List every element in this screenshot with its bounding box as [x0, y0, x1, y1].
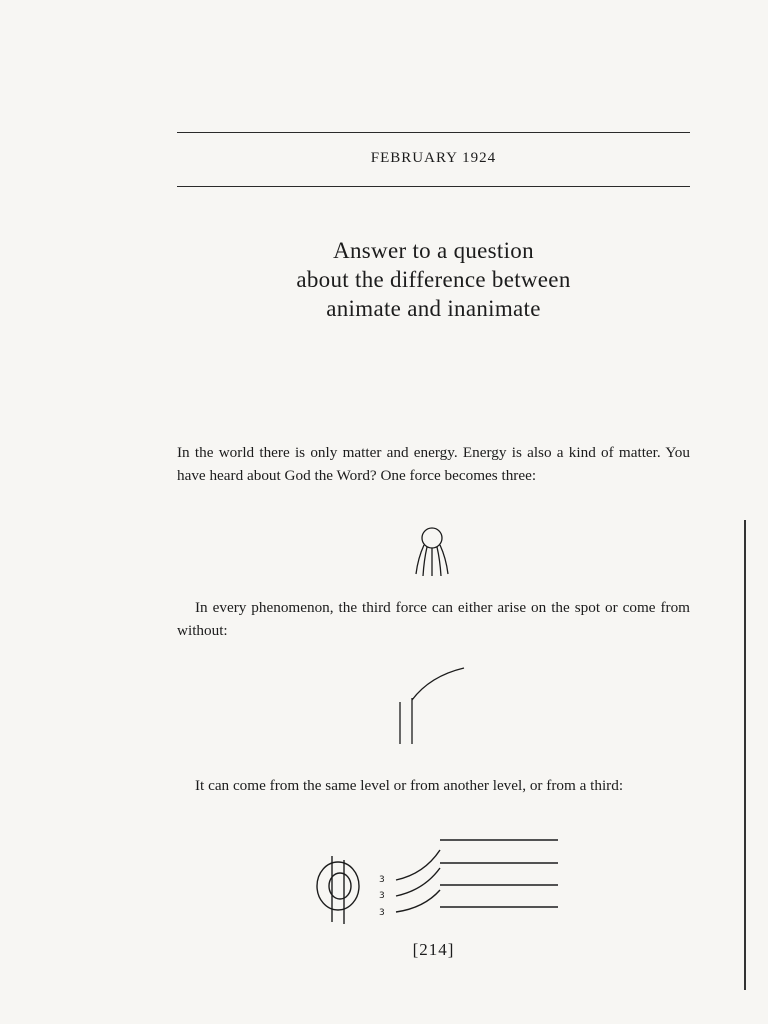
page-edge-shadow — [744, 520, 746, 990]
dateline: FEBRUARY 1924 — [370, 150, 497, 166]
top-rule — [177, 132, 690, 133]
ray-left — [416, 545, 424, 574]
outer-ring — [317, 862, 359, 910]
level-label-2: 3 — [379, 891, 385, 901]
ray-right-inner — [437, 547, 441, 576]
one-force-becomes-three-diagram — [408, 524, 458, 580]
ray-left-inner — [423, 547, 427, 576]
level-label-1: 3 — [379, 875, 385, 885]
page-number: [214] — [412, 940, 455, 959]
header-rule — [177, 186, 690, 187]
title-line-2: about the difference between — [296, 267, 571, 292]
chapter-title — [177, 236, 690, 323]
paragraph-1: In the world there is only matter and energy. Energy is also a kind of matter. You have heard about God the Word? One force becomes three: — [177, 444, 690, 484]
title-line-3: animate and inanimate — [326, 296, 541, 321]
arrow-curve-3 — [396, 890, 440, 912]
incoming-force-curve — [412, 668, 464, 700]
third-force-from-without-diagram — [390, 664, 470, 748]
title-line-1: Answer to a question — [333, 238, 534, 263]
paragraph-3: It can come from the same level or from another level, or from a third: — [195, 777, 624, 794]
paragraph-2: In every phenomenon, the third force can either arise on the spot or come from without: — [177, 599, 690, 639]
levels-diagram — [292, 832, 572, 932]
ray-right — [440, 545, 448, 574]
level-label-3: 3 — [379, 908, 385, 918]
force-circle — [422, 528, 442, 548]
